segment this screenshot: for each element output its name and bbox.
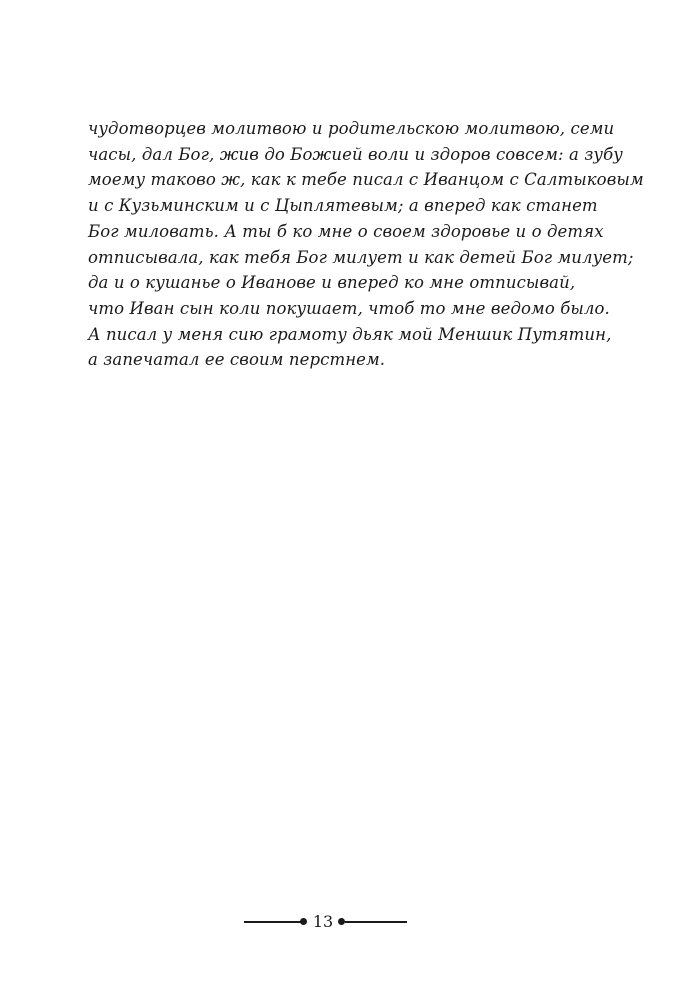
text-line: Бог миловать. А ты б ко мне о своем здоровье и о детях [88,221,604,241]
text-line: а запечатал ее своим перстнем. [88,350,386,370]
body-text [88,116,644,373]
text-line: часы, дал Бог, жив до Божией воли и здоров совсем: а зубу [88,144,623,164]
text-line: да и о кушанье о Иванове и вперед ко мне отписывай, [88,273,576,293]
text-line: А писал у меня сию грамоту дьяк мой Меншик Путятин, [88,324,612,344]
text-line: и с Кузьминским и с Цыплятевым; а вперед как станет [88,196,598,216]
text-line: чудотворцев молитвою и родительскою молитвою, семи [88,119,615,138]
footer-rule-right [345,921,407,923]
footer-ornament-dot-left [300,918,307,925]
footer-rule-left [244,921,302,923]
text-line: моему таково ж, как к тебе писал с Иванцом с Салтыковым [88,170,644,190]
text-line: что Иван сын коли покушает, чтоб то мне ведомо было. [88,298,610,318]
page-footer [0,911,684,933]
footer-ornament-dot-right [338,918,345,925]
text-line: отписывала, как тебя Бог милует и как детей Бог милует; [88,247,634,267]
page-number: 13 [312,912,334,931]
